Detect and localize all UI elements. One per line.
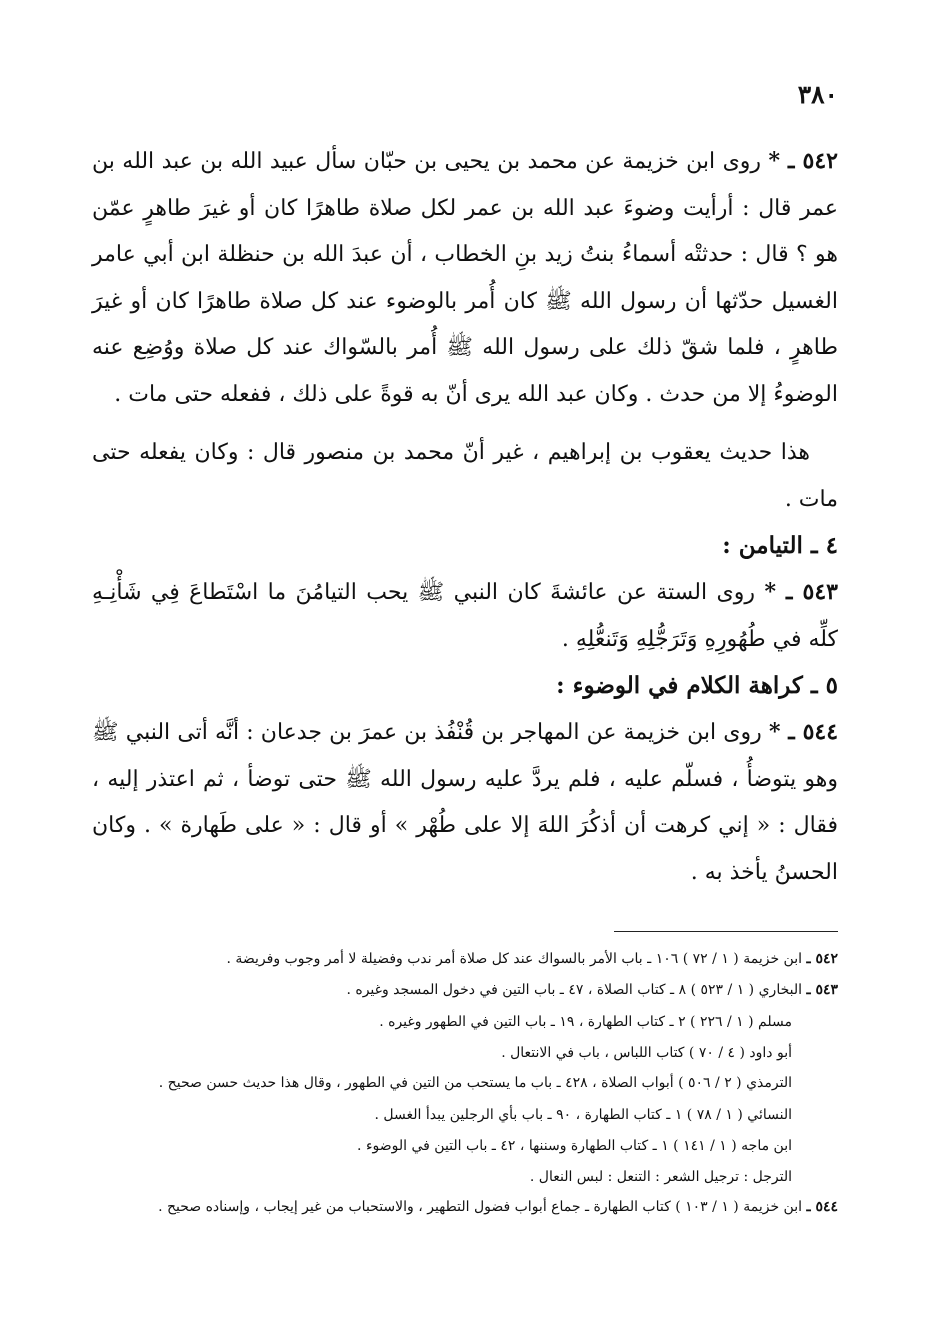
- footnote-number: ٥٤٤ ـ: [806, 1198, 838, 1215]
- footnote-543-glossary: الترجل : ترجيل الشعر : التنعل : لبس النعال .: [529, 1169, 792, 1186]
- hadith-text: روى ابن خزيمة عن المهاجر بن قُنْفُذ بن عمرَ بن جدعان : أنَّه أتى النبي ﷺ وهو يتوضأُ ، فسلّم عليه ، فلم يردَّ عليه رسول الله ﷺ حتى توضأ ، ثم اعتذر إليه ، فقال : « إني كرهت أن أذكُرَ اللهَ إلا على طُهْر » أو قال : « على طَهارة » . وكان الحسنُ يأخذ به .: [92, 720, 838, 885]
- footnote-543: [92, 975, 838, 1006]
- section-heading-speech-in-wudu: ٥ ـ كراهة الكلام في الوضوء :: [556, 672, 838, 699]
- footnote-separator: [614, 931, 838, 932]
- hadith-543: [92, 569, 838, 663]
- footnote-543-muslim: مسلم ( ١ / ٢٢٦ ) ٢ ـ كتاب الطهارة ، ١٩ ـ باب التين في الطهور وغيره .: [379, 1013, 792, 1030]
- footnote-543-abudawud: أبو داود ( ٤ / ٧٠ ) كتاب اللباس ، باب في الانتعال .: [501, 1045, 792, 1062]
- footnote-number: ٥٤٣ ـ: [806, 982, 838, 999]
- hadith-text: روى ابن خزيمة عن محمد بن يحيى بن حبّان سأل عبيد الله بن عبد الله بن عمر قال : أرأيت وضوءَ عبد الله بن عمر لكل صلاة طاهرًا كان أو غيرَ طاهرٍ عمّن هو ؟ قال : حدثتْه أسماءُ بنتُ زيد بنِ الخطاب ، أن عبدَ الله بن حنظلة ابن أبي عامر الغسيل حدّثها أن رسول الله ﷺ كان أُمر بالوضوء عند كل صلاة طاهرًا كان أو غيرَ طاهرٍ ، فلما شقّ ذلك على رسول الله ﷺ أُمر بالسّواك عند كل صلاة ووُضِع عنه الوضوءُ إلا من حدث . وكان عبد الله يرى أنّ به قوةً على ذلك ، ففعله حتى مات .: [92, 149, 838, 407]
- footnote-542: [92, 944, 838, 975]
- footnote-number: ٥٤٢ ـ: [806, 951, 838, 967]
- footnote-543-tirmidhi: الترمذي ( ٢ / ٥٠٦ ) أبواب الصلاة ، ٤٢٨ ـ باب ما يستحب من التين في الطهور ، وقال هذا حديث حسن صحيح .: [158, 1074, 792, 1091]
- footnote-544: [92, 1194, 838, 1224]
- hadith-542-note: هذا حديث يعقوب بن إبراهيم ، غير أنّ محمد بن منصور قال : وكان يفعله حتى مات .: [92, 440, 838, 512]
- hadith-number: ٥٤٣ ـ *: [764, 579, 838, 605]
- section-heading-tayamun: ٤ ـ التيامن :: [722, 532, 838, 559]
- hadith-number: ٥٤٢ ـ *: [768, 148, 838, 174]
- footnotes: [92, 944, 838, 1224]
- page-number: ٣٨٠: [797, 80, 838, 109]
- hadith-544: [92, 709, 838, 896]
- main-text: [92, 138, 838, 896]
- footnote-text: ابن خزيمة ( ١ / ٧٢ ) ١٠٦ ـ باب الأمر بالسواك عند كل صلاة أمر ندب وفضيلة لا أمر وجوب وفريضة .: [226, 951, 802, 967]
- footnote-543-ibnmajah: ابن ماجه ( ١ / ١٤١ ) ١ ـ كتاب الطهارة وسننها ، ٤٢ ـ باب التين في الوضوء .: [357, 1138, 792, 1155]
- hadith-number: ٥٤٤ ـ *: [768, 719, 839, 745]
- hadith-text: روى الستة عن عائشةَ كان النبي ﷺ يحب التيامُنَ ما اسْتَطاعَ فِي شَأْنِـهِ كلِّه في طُهُورِهِ وَتَرَجُّلِهِ وَتَنعُّلِهِ .: [92, 580, 838, 652]
- footnote-text: ابن خزيمة ( ١ / ١٠٣ ) كتاب الطهارة ـ جماع أبواب فضول التطهير ، والاستحباب من غير إيجاب ، وإسناده صحيح .: [158, 1198, 802, 1215]
- hadith-542: [92, 138, 838, 418]
- footnote-543-nasai: النسائي ( ١ / ٧٨ ) ١ ـ كتاب الطهارة ، ٩٠ ـ باب بأي الرجلين يبدأ الغسل .: [374, 1106, 792, 1123]
- footnote-text: البخاري ( ١ / ٥٢٣ ) ٨ ـ كتاب الصلاة ، ٤٧ ـ باب التين في دخول المسجد وغيره .: [346, 982, 802, 999]
